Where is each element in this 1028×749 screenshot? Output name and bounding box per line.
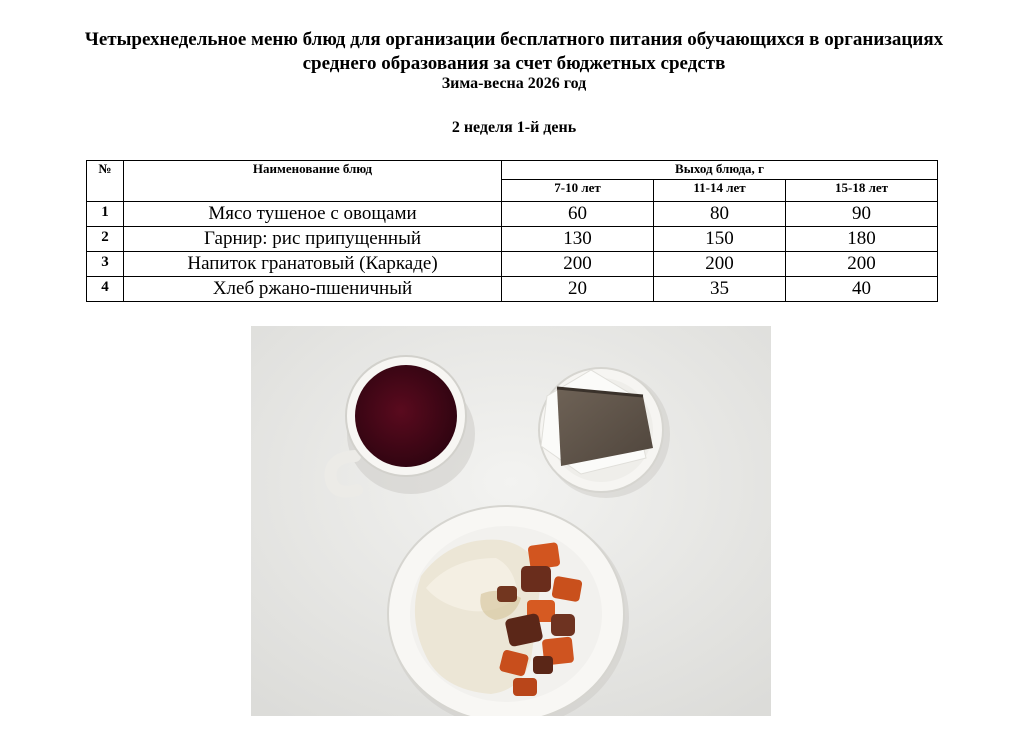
column-header-yield: Выход блюда, г: [502, 161, 938, 180]
yield-11-14: 200: [654, 252, 786, 277]
yield-15-18: 200: [786, 252, 938, 277]
column-header-age-15-18: 15-18 лет: [786, 180, 938, 202]
season-label: Зима-весна 2026 год: [441, 75, 587, 92]
title-line-2: среднего образования за счет бюджетных средств: [302, 53, 726, 74]
column-header-number: №: [87, 161, 124, 202]
row-number: 4: [87, 277, 124, 302]
week-day-label: 2 неделя 1-й день: [451, 119, 577, 136]
page-title: [0, 28, 1028, 76]
table-row: [87, 227, 938, 252]
yield-7-10: 130: [502, 227, 654, 252]
column-header-age-11-14: 11-14 лет: [654, 180, 786, 202]
table-row: [87, 202, 938, 227]
yield-15-18: 40: [786, 277, 938, 302]
yield-7-10: 60: [502, 202, 654, 227]
dish-name: Хлеб ржано-пшеничный: [124, 277, 502, 302]
yield-11-14: 35: [654, 277, 786, 302]
yield-11-14: 80: [654, 202, 786, 227]
column-header-dish-name: Наименование блюд: [124, 161, 502, 202]
row-number: 3: [87, 252, 124, 277]
column-header-age-7-10: 7-10 лет: [502, 180, 654, 202]
yield-7-10: 200: [502, 252, 654, 277]
table-header-row: [87, 161, 938, 180]
yield-11-14: 150: [654, 227, 786, 252]
yield-7-10: 20: [502, 277, 654, 302]
table-row: [87, 277, 938, 302]
yield-15-18: 180: [786, 227, 938, 252]
row-number: 1: [87, 202, 124, 227]
yield-15-18: 90: [786, 202, 938, 227]
menu-table: [86, 160, 938, 302]
table-row: [87, 252, 938, 277]
dish-name: Гарнир: рис припущенный: [124, 227, 502, 252]
row-number: 2: [87, 227, 124, 252]
dish-name: Мясо тушеное с овощами: [124, 202, 502, 227]
meal-photo: [251, 326, 771, 716]
dish-name: Напиток гранатовый (Каркаде): [124, 252, 502, 277]
title-line-1: Четырехнедельное меню блюд для организации бесплатного питания обучающихся в организациях: [84, 29, 944, 50]
